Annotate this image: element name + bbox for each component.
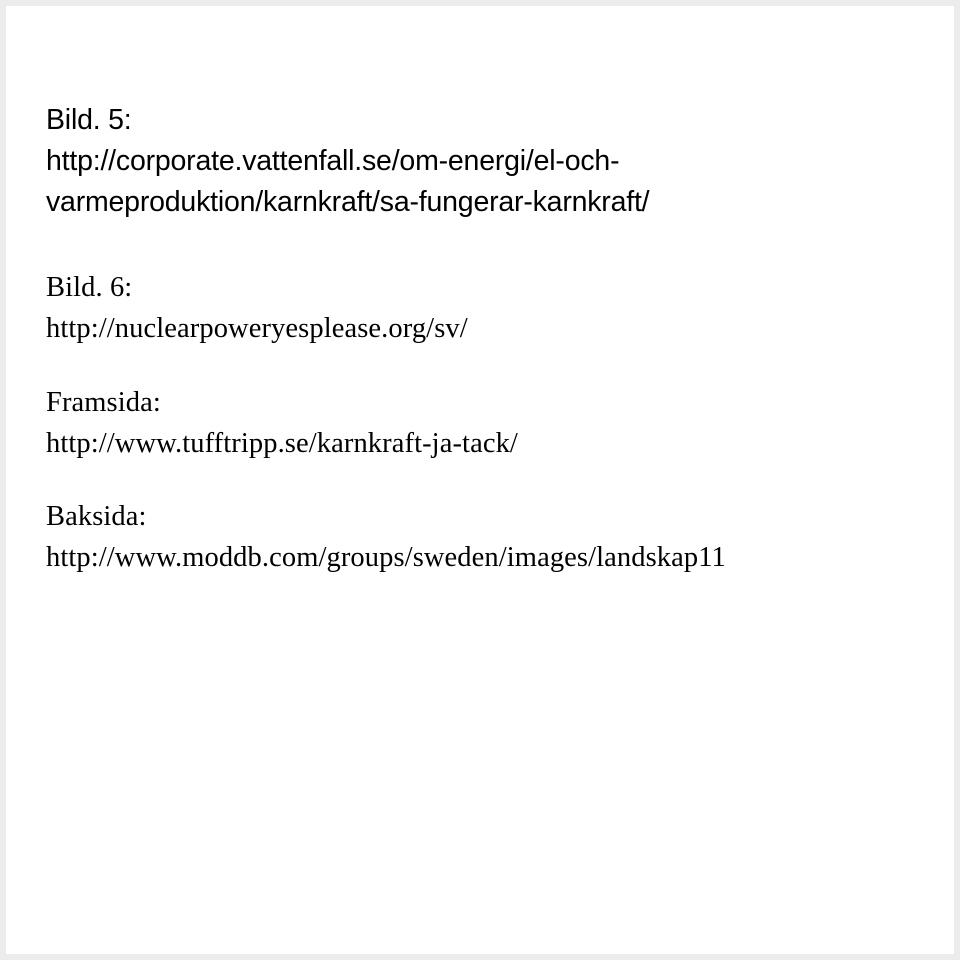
reference-url: http://nuclearpoweryesplease.org/sv/ (46, 313, 468, 344)
reference-label: Framsida: (46, 387, 161, 418)
reference-label: Baksida: (46, 501, 147, 532)
reference-label: Bild. 6: (46, 272, 133, 303)
reference-url: http://www.tufftripp.se/karnkraft-ja-tack/ (46, 428, 518, 459)
reference-framsida (46, 382, 946, 464)
reference-label: Bild. 5: (46, 104, 132, 136)
reference-bild-6 (46, 267, 946, 349)
reference-url-continued: varmeproduktion/karnkraft/sa-fungerar-karnkraft/ (46, 186, 650, 218)
reference-url: http://www.moddb.com/groups/sweden/images/landskap11 (46, 542, 726, 573)
reference-url: http://corporate.vattenfall.se/om-energi/el-och- (46, 145, 620, 177)
reference-bild-5 (46, 100, 946, 223)
reference-baksida (46, 496, 946, 578)
document-page (6, 6, 954, 954)
